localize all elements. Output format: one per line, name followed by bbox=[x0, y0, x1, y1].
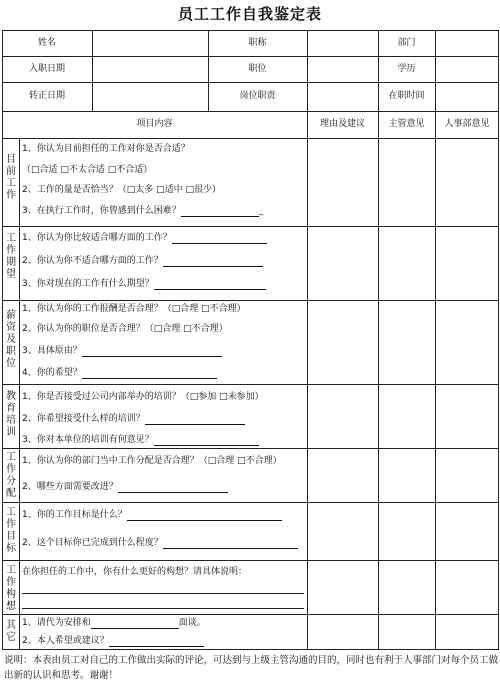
goals-q2-answer[interactable] bbox=[163, 539, 298, 549]
other-q1-row: 1、请代为安排和 面谈。 bbox=[22, 618, 206, 628]
other-q2-answer[interactable] bbox=[109, 637, 204, 647]
section-label-ideas: 工作构想 bbox=[6, 565, 16, 612]
label-join-date: 入职日期 bbox=[28, 64, 65, 74]
header-item-content: 项目内容 bbox=[136, 119, 173, 129]
goals-q1-answer[interactable] bbox=[127, 511, 282, 521]
other-q1-answer[interactable] bbox=[91, 619, 179, 629]
assign-q1: 1、你认为你的部门当中工作分配是否合理？（□合理 □不合理） bbox=[22, 456, 282, 466]
salary-q2: 2、你认为你的职位是否合理？（□合理 □不合理） bbox=[22, 324, 228, 334]
ideas-answer-line-1[interactable] bbox=[22, 593, 304, 594]
label-duty: 岗位职责 bbox=[239, 91, 276, 101]
ideas-q1: 在你担任的工作中，你有什么更好的构想？请具体说明： bbox=[22, 567, 248, 577]
training-q2-row: 2、你希望接受什么样的培训？ bbox=[22, 414, 245, 425]
section-label-training: 教育培训 bbox=[6, 391, 16, 438]
expect-q2-row: 2、你认为你不适合哪方面的工作？ bbox=[22, 256, 263, 267]
label-name: 姓名 bbox=[37, 38, 56, 48]
training-q1: 1、你是否接受过公司内部举办的培训？（□参加 □未参加） bbox=[22, 392, 264, 402]
section-label-assign: 工作分配 bbox=[6, 452, 16, 499]
assign-q2-answer[interactable] bbox=[118, 483, 228, 493]
current-q1: 1、你认为目前担任的工作对你是否合适？ bbox=[22, 144, 190, 154]
other-q2-row: 2、本人希望或建议？ bbox=[22, 636, 204, 647]
current-q3-row: 3、在执行工作时，你曾感到什么困难？ _ bbox=[22, 206, 264, 216]
label-title: 职称 bbox=[248, 38, 267, 48]
expect-q2-answer[interactable] bbox=[163, 257, 263, 267]
label-tenure: 在职时间 bbox=[388, 91, 425, 101]
form-title: 员工工作自我鉴定表 bbox=[177, 5, 322, 23]
assign-q2-row: 2、哪些方面需要改进？ bbox=[22, 482, 228, 493]
expect-q3-row: 3、你对现在的工作有什么期望？ bbox=[22, 279, 266, 290]
header-hr: 人事部意见 bbox=[444, 119, 490, 129]
footer-note: 说明：本表由员工对自己的工作做出实际的评论，可达到与上级主管沟通的目的，同时也有利于人事部门对每个员工做出新的认识和思考。谢谢！ bbox=[4, 655, 499, 681]
expect-q3-answer[interactable] bbox=[154, 280, 266, 290]
section-label-expect: 工作期望 bbox=[6, 233, 16, 280]
salary-q3-answer[interactable] bbox=[82, 347, 222, 357]
section-label-current: 目前工作 bbox=[6, 154, 16, 201]
header-supervisor: 主管意见 bbox=[388, 119, 425, 129]
training-q2-answer[interactable] bbox=[145, 415, 245, 425]
goals-q1-row: 1、你的工作目标是什么？ bbox=[22, 510, 282, 521]
salary-q1: 1、你认为你的工作报酬是否合理？（□合理 □不合理） bbox=[22, 304, 246, 314]
section-label-other: 其它 bbox=[6, 620, 16, 643]
ideas-answer-line-2[interactable] bbox=[22, 608, 304, 609]
expect-q1-row: 1、你认为你比较适合哪方面的工作？ bbox=[22, 233, 267, 244]
training-q3-answer[interactable] bbox=[154, 436, 259, 446]
label-regular-date: 转正日期 bbox=[28, 91, 65, 101]
training-q3-row: 3、你对本单位的培训有何意见？ bbox=[22, 435, 259, 446]
section-label-salary: 薪资及职位 bbox=[6, 310, 16, 369]
expect-q1-answer[interactable] bbox=[172, 234, 267, 244]
label-education: 学历 bbox=[397, 64, 416, 74]
salary-q3-row: 3、具体原由？ bbox=[22, 346, 222, 357]
label-dept: 部门 bbox=[397, 38, 416, 48]
current-q2: 2、工作的量是否恰当？（□太多 □适中 □很少） bbox=[22, 185, 221, 195]
current-q1-options: （□合适 □不太合适 □不合适） bbox=[22, 165, 153, 175]
salary-q4-answer[interactable] bbox=[82, 369, 217, 379]
label-position: 职位 bbox=[248, 64, 267, 74]
salary-q4-row: 4、你的希望？ bbox=[22, 368, 217, 379]
section-label-goals: 工作目标 bbox=[6, 507, 16, 554]
current-q3-answer[interactable] bbox=[181, 207, 259, 217]
header-reason: 理由及建议 bbox=[319, 119, 365, 129]
goals-q2-row: 2、这个目标你已完成到什么程度？ bbox=[22, 538, 298, 549]
